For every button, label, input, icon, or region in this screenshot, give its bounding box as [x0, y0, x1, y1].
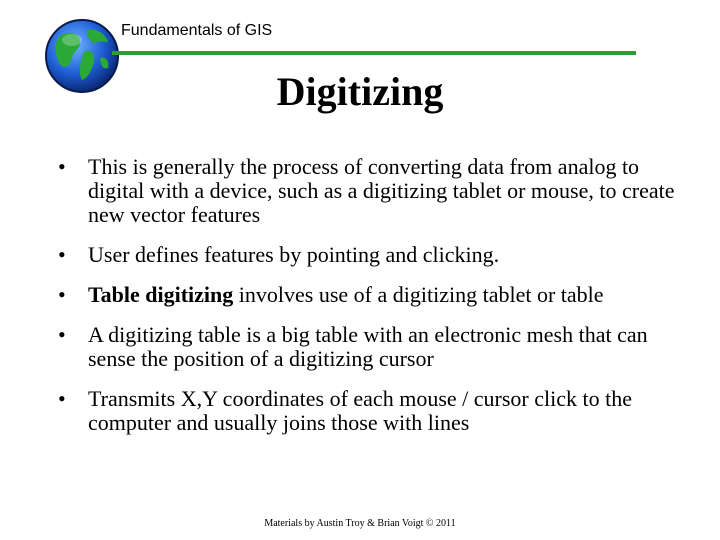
footer-credit: Materials by Austin Troy & Brian Voigt © 2011 [264, 518, 456, 529]
slide-title [0, 70, 720, 114]
bullet-list [58, 155, 678, 451]
bullet-text: User defines features by pointing and clicking. [88, 242, 500, 267]
bullet-bold-term: Table digitizing [88, 282, 234, 307]
bullet-text: This is generally the process of converting data from analog to digital with a device, such as a digitizing tablet or mouse, to create new vector features [88, 154, 675, 227]
bullet-item-2 [58, 243, 678, 267]
bullet-marker: • [58, 322, 66, 347]
bullet-marker: • [58, 282, 66, 307]
course-title: Fundamentals of GIS [121, 22, 273, 39]
bullet-item-3 [58, 283, 678, 307]
bullet-text: involves use of a digitizing tablet or table [233, 282, 604, 307]
bullet-marker: • [58, 386, 66, 411]
bullet-marker: • [58, 154, 66, 179]
bullet-item-1 [58, 155, 678, 227]
header-divider [112, 51, 636, 55]
bullet-marker: • [58, 242, 66, 267]
bullet-item-5 [58, 387, 678, 435]
bullet-text: A digitizing table is a big table with an electronic mesh that can sense the position of a digitizing cursor [88, 322, 648, 371]
slide-title-text: Digitizing [276, 69, 444, 114]
bullet-text: Transmits X,Y coordinates of each mouse / cursor click to the computer and usually joins those with lines [88, 386, 632, 435]
bullet-item-4 [58, 323, 678, 371]
